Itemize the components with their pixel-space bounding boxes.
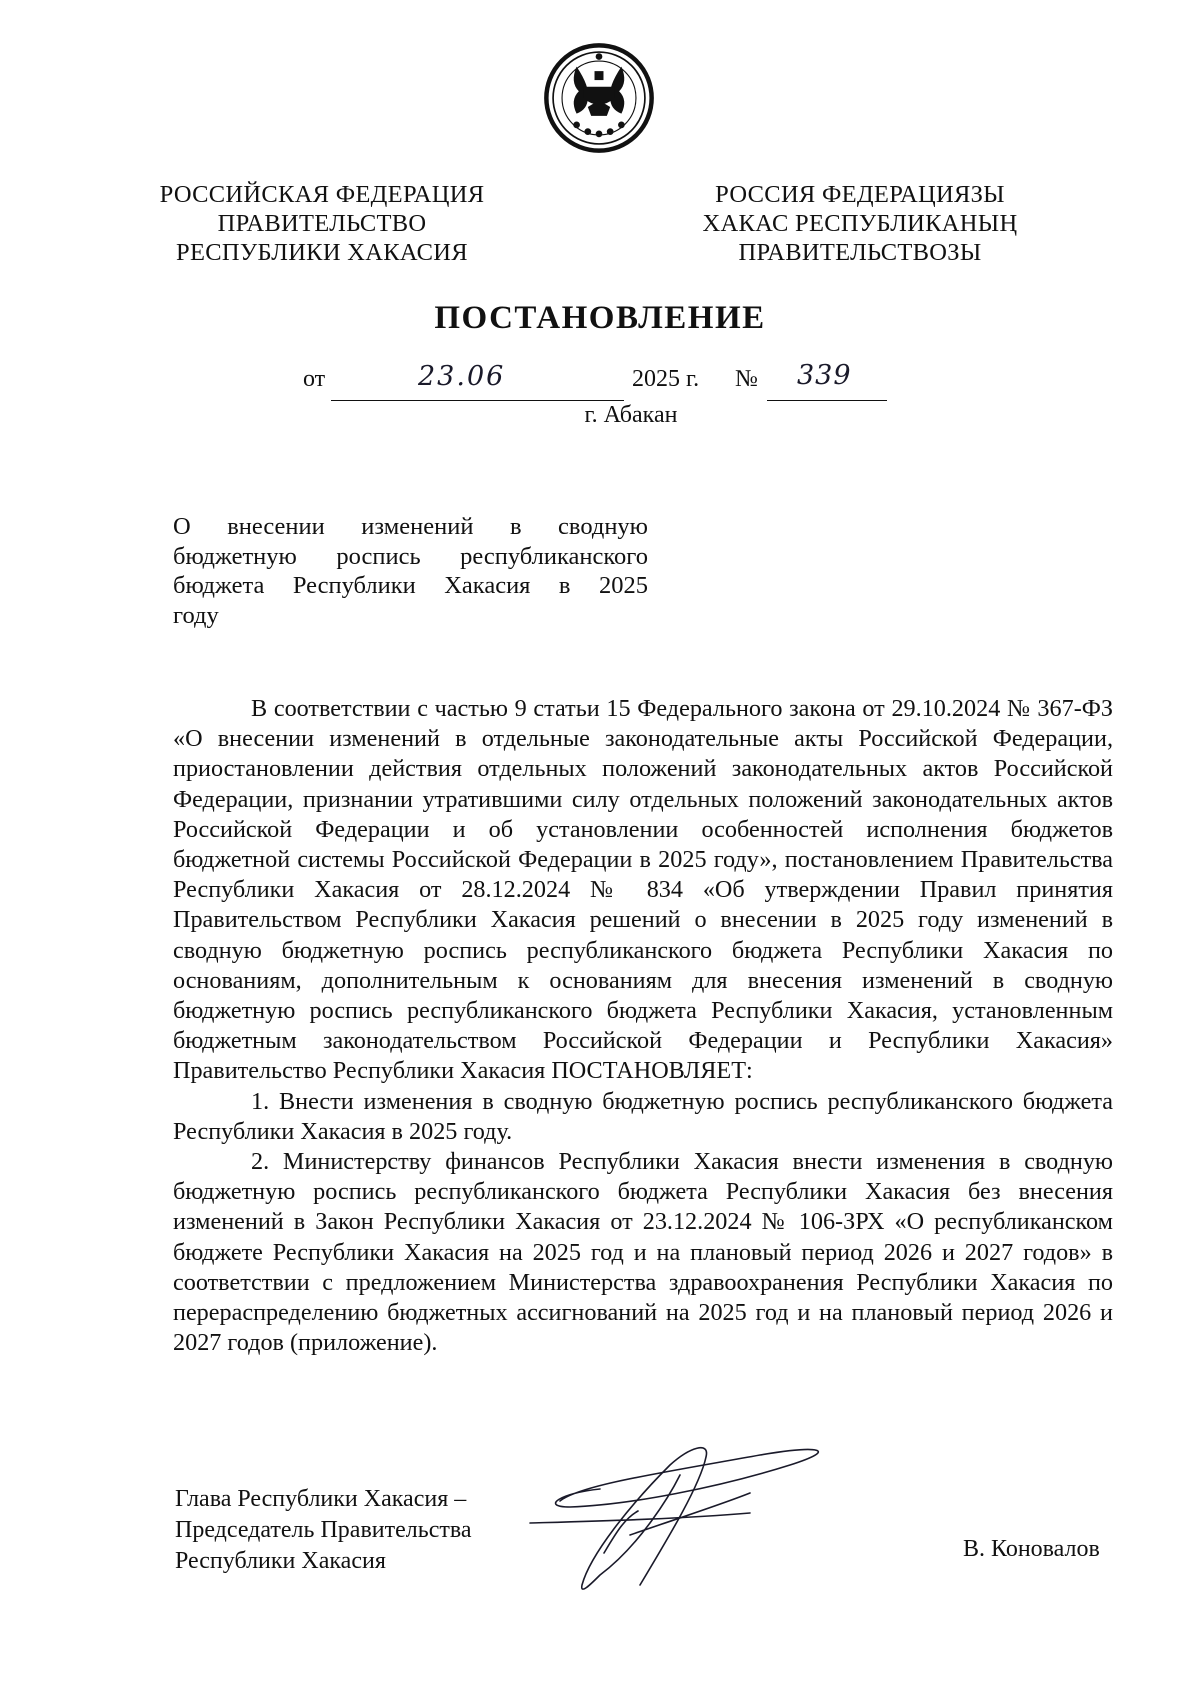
date-from-label: от [303, 366, 326, 392]
header-right-line: ПРАВИТЕЛЬСТВОЗЫ [738, 239, 982, 266]
body-paragraph-preamble: В соответствии с частью 9 статьи 15 Федерального закона от 29.10.2024 № 367-ФЗ «О внесении изменений в отдельные законодательные акты Российской Федерации, приостановлении действия отдельных положений законодательных актов Российской Федерации, признании утратившими силу отдельных положений законодательных актов Российской Федерации и об установлении особенностей исполнения бюджетов бюджетной системы Российской Федерации в 2025 году», постановлением Правительства Республики Хакасия от 28.12.2024 № 834 «Об утверждении Правил принятия Правительством Республики Хакасия решений о внесении в 2025 году изменений в сводную бюджетную роспись республиканского бюджета Республики Хакасия по основаниям, дополнительным к основаниям для внесения изменений в сводную бюджетную роспись республиканского бюджета Республики Хакасия, установленным бюджетным законодательством Российской Федерации и Республики Хакасия» Правительство Республики Хакасия ПОСТАНОВЛЯЕТ: [173, 695, 1113, 1085]
document-subject [173, 512, 648, 630]
subject-line: бюджетную роспись республиканского [173, 542, 648, 570]
document-body [173, 694, 1113, 1358]
signatory-position-line: Республики Хакасия [175, 1548, 386, 1574]
handwritten-date: 23.06 [418, 361, 506, 392]
number-sign: № [735, 366, 758, 392]
subject-line: бюджета Республики Хакасия в 2025 [173, 572, 648, 599]
date-underline [331, 400, 624, 401]
subject-line: году [173, 601, 219, 629]
document-title: ПОСТАНОВЛЕНИЕ [434, 300, 766, 336]
subject-line: О внесении изменений в сводную [173, 513, 648, 540]
signatory-name: В. Коновалов [963, 1536, 1100, 1562]
signatory-position [175, 1484, 472, 1577]
number-underline [767, 400, 887, 401]
city-label: г. Абакан [584, 402, 678, 428]
signatory-position-line: Глава Республики Хакасия – [175, 1486, 467, 1512]
signatory-position-line: Председатель Правительства [175, 1517, 472, 1543]
header-left-russian [112, 180, 532, 267]
header-right-line: РОССИЯ ФЕДЕРАЦИЯЗЫ [715, 181, 1005, 208]
body-paragraph-item-1: 1. Внести изменения в сводную бюджетную роспись республиканского бюджета Республики Хакасия в 2025 году. [173, 1087, 1113, 1145]
body-paragraph-item-2: 2. Министерству финансов Республики Хакасия внести изменения в сводную бюджетную роспись республиканского бюджета Республики Хакасия без внесения изменений в Закон Республики Хакасия от 23.12.2024 № 106-ЗРХ «О республиканском бюджете Республики Хакасия на 2025 год и на плановый период 2026 и 2027 годов» в соответствии с предложением Министерства здравоохранения Республики Хакасия по перераспределению бюджетных ассигнований на 2025 год и на плановый период 2026 и 2027 годов (приложение). [173, 1148, 1113, 1357]
header-right-khakas [650, 180, 1070, 267]
khakassia-coat-of-arms-icon [543, 42, 655, 154]
handwritten-signature [520, 1435, 860, 1595]
header-left-line: РОССИЙСКАЯ ФЕДЕРАЦИЯ [159, 181, 485, 208]
handwritten-number: 339 [797, 360, 852, 391]
header-right-line: ХАКАС РЕСПУБЛИКАНЫҢ [702, 210, 1018, 237]
year-label: 2025 г. [632, 366, 700, 392]
header-left-line: РЕСПУБЛИКИ ХАКАСИЯ [176, 239, 468, 266]
header-left-line: ПРАВИТЕЛЬСТВО [217, 210, 427, 237]
